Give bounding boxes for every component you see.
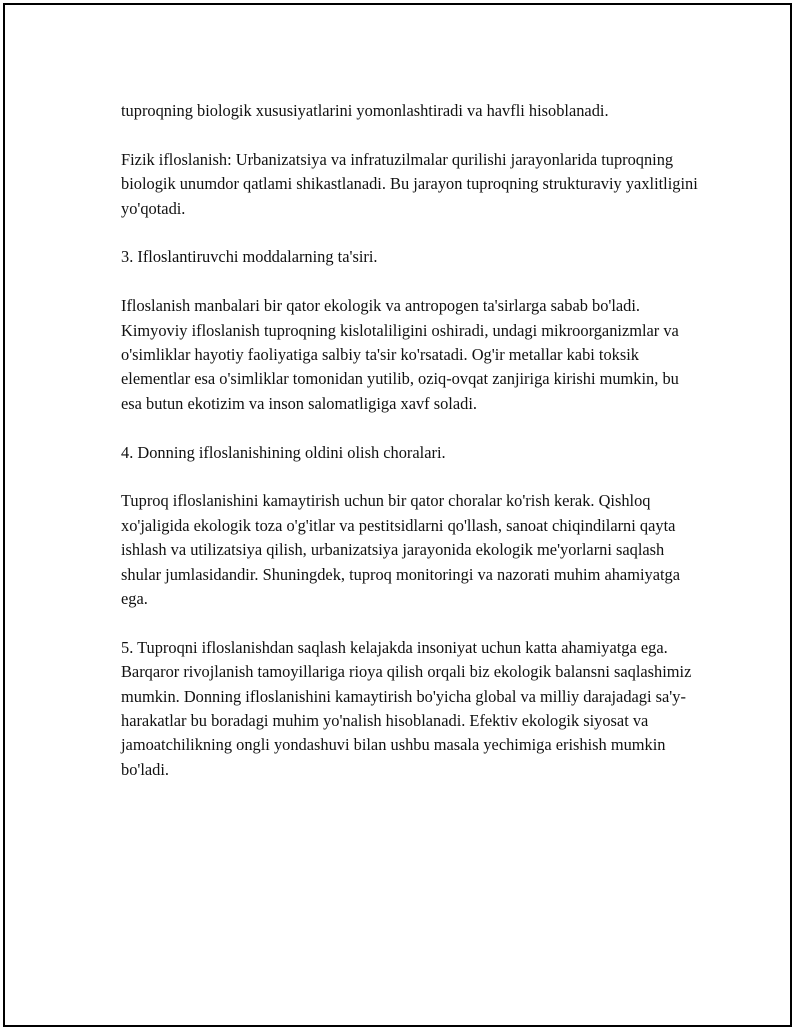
section-heading-3: 3. Ifloslantiruvchi moddalarning ta'siri.	[121, 247, 378, 267]
section-heading-4: 4. Donning ifloslanishining oldini olish choralari.	[121, 442, 446, 462]
paragraph-pollution-sources: Ifloslanish manbalari bir qator ekologik va antropogen ta'sirlarga sabab bo'ladi. Kimyoviy ifloslanish tuproqning kislotaliligini oshiradi, undagi mikroorganizmlar va o'simliklar hayotiy faoliyatiga salbiy ta'sir ko'rsatadi. Og'ir metallar kabi toksik elementlar esa o'simliklar tomonidan yutilib, oziq-ovqat zanjiriga kirishi mumkin, bu esa butun ekotizim va inson salomatligiga xavf soladi.	[121, 296, 679, 413]
paragraph-conclusion: 5. Tuproqni ifloslanishdan saqlash kelajakda insoniyat uchun katta ahamiyatga ega. Barqaror rivojlanish tamoyillariga rioya qilish orqali biz ekologik balansni saqlashimiz mumkin. Donning ifloslanishini kamaytirish bo'yicha global va milliy darajadagi sa'y-harakatlar bu boradagi muhim yo'nalish hisoblanadi. Efektiv ekologik siyosat va jamoatchilikning ongli yondashuvi bilan ushbu masala yechimiga erishish mumkin bo'ladi.	[121, 637, 692, 779]
paragraph-continuation: tuproqning biologik xususiyatlarini yomonlashtiradi va havfli hisoblanadi.	[121, 101, 609, 120]
page-frame	[3, 3, 792, 1027]
paragraph-prevention-measures: Tuproq ifloslanishini kamaytirish uchun bir qator choralar ko'rish kerak. Qishloq xo'jaligida ekologik toza o'g'itlar va pestitsidlarni qo'llash, sanoat chiqindilarni qayta ishlash va utilizatsiya qilish, urbanizatsiya jarayonida ekologik me'yorlarni saqlash shular jumlasidandir. Shuningdek, tuproq monitoringi va nazorati muhim ahamiyatga ega.	[121, 491, 681, 609]
paragraph-physical-pollution: Fizik ifloslanish: Urbanizatsiya va infratuzilmalar qurilishi jarayonlarida tuproqning biologik unumdor qatlami shikastlanadi. Bu jarayon tuproqning strukturaviy yaxlitligini yo'qotadi.	[121, 149, 698, 218]
document-body	[121, 99, 701, 782]
